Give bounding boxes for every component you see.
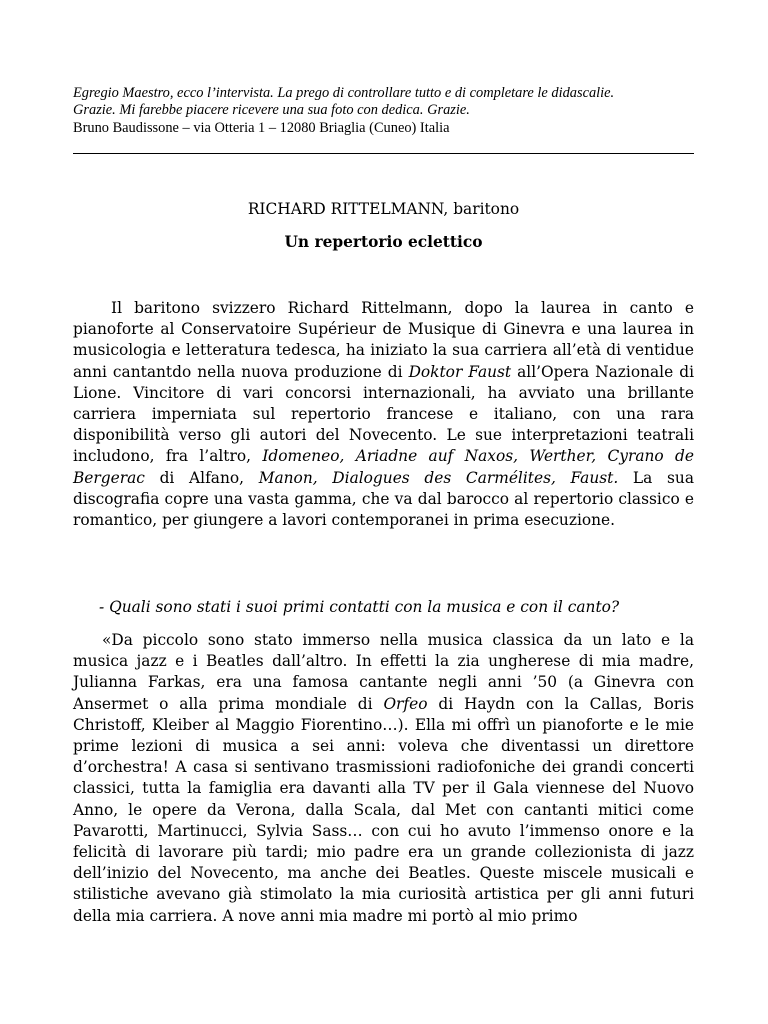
bio-opera-list-2: Manon, Dialogues des Carmélites, Faust. [258, 468, 619, 487]
article-subtitle: Un repertorio eclettico [284, 233, 483, 251]
header-divider [73, 153, 694, 154]
bio-text: Il baritono svizzero Richard Rittelmann, dopo la laurea in canto e pianoforte al Conservatoire Supérieur de Musique di Ginevra e una laurea in musicologia e letteratura tedesca, ha iniziato la sua carriera all’età di ventidue anni cantantdo nella nuova produzione di [73, 299, 694, 381]
bio-text: all’Opera Nazionale di Lione. Vincitore di vari concorsi internazionali, ha avviato una brillante carriera imperniata sul repertorio francese e italiano, con una rara disponibilità verso gli autori del Novecento. Le sue interpretazioni teatrali includono, fra l’altro, [73, 362, 694, 466]
answer-text: «Da piccolo sono stato immerso nella musica classica da un lato e la musica jazz e i Beatles dall’altro. In effetti la zia ungherese di mia madre, Julianna Farkas, era una famosa cantante negli anni ’50 (a Ginevra con Ansermet o alla prima mondiale di [73, 631, 694, 713]
biography-paragraph [73, 298, 694, 531]
cover-note-address: Bruno Baudissone – via Otteria 1 – 12080 Briaglia (Cuneo) Italia [73, 119, 450, 136]
bio-text: di Alfano, [144, 468, 259, 487]
cover-note-line-1: Egregio Maestro, ecco l’intervista. La prego di controllare tutto e di completare le didascalie. [73, 85, 615, 101]
bio-opera-list: Idomeneo, Ariadne auf Naxos, Werther, Cyrano de Bergerac [73, 447, 694, 487]
bio-text: La sua discografia copre una vasta gamma, che va dal barocco al repertorio classico e romantico, per giungere a lavori contemporanei in prima esecuzione. [73, 468, 694, 530]
cover-note [73, 85, 713, 137]
answer-text: di Haydn con la Callas, Boris Christoff, Kleiber al Maggio Fiorentino…). Ella mi offrì un pianoforte e le mie prime lezioni di musica a sei anni: voleva che diventassi un direttore d’orchestra! A casa si sentivano trasmissioni radiofoniche dei grandi concerti classici, tutta la famiglia era davanti alla TV per il Gala viennese del Nuovo Anno, le opere da Verona, dalla Scala, dal Met con cantanti mitici come Pavarotti, Martinucci, Sylvia Sass… con cui ho avuto l’immenso onore e la felicità di lavorare più tardi; mio padre era un grande collezionista di jazz dell’inizio del Novecento, ma anche dei Beatles. Queste miscele musicali e stilistiche avevano già stimolato la mia curiosità artistica per gli anni futuri della mia carriera. A nove anni mia madre mi portò al mio primo [73, 694, 694, 925]
interview-question [99, 598, 619, 616]
interview-answer [73, 630, 694, 927]
bio-title-doktor-faust: Doktor Faust [408, 362, 512, 381]
answer-title-orfeo: Orfeo [383, 694, 428, 713]
question-text: - Quali sono stati i suoi primi contatti con la musica e con il canto? [99, 598, 620, 616]
cover-note-line-2: Grazie. Mi farebbe piacere ricevere una sua foto con dedica. Grazie. [73, 102, 470, 119]
article-heading: RICHARD RITTELMANN, baritono [247, 200, 520, 218]
